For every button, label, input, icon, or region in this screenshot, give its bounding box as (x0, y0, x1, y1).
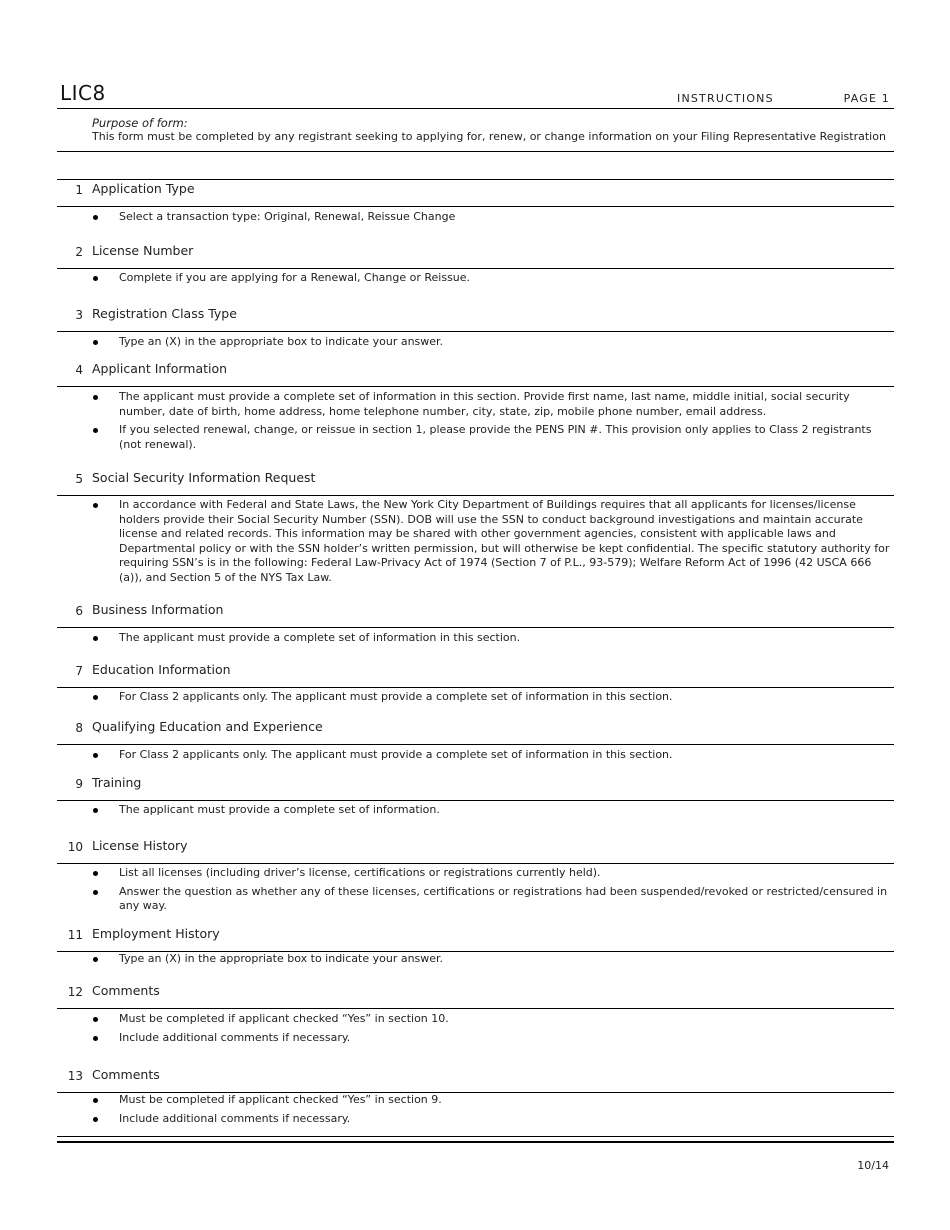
bullet-text: If you selected renewal, change, or reissue in section 1, please provide the PENS PIN #. This provision only applies to Class 2 registrants (not renewal). (119, 423, 872, 451)
section-title: Employment History (92, 926, 220, 941)
section-title: Comments (92, 1067, 160, 1082)
section-title: Applicant Information (92, 361, 228, 376)
header-title: INSTRUCTIONS (677, 92, 774, 105)
divider (57, 151, 894, 152)
bullet-icon (93, 1098, 98, 1103)
bullet-icon (93, 1117, 98, 1122)
bullet-text: The applicant must provide a complete set of information in this section. Provide first name, last name, middle initial, social security number, date of birth, home address, home telephone number, city, state, zip, mobile phone number, email address. (119, 390, 850, 418)
bullet-list (92, 498, 892, 590)
bullet-text: Complete if you are applying for a Renewal, Change or Reissue. (119, 271, 471, 284)
form-code: LIC8 (60, 81, 106, 105)
divider (57, 206, 894, 207)
bullet-list (92, 210, 892, 229)
bullet-text: For Class 2 applicants only. The applicant must provide a complete set of information in this section. (119, 690, 673, 703)
section-title: Business Information (92, 602, 224, 617)
bullet-list (92, 952, 892, 971)
bullet-text: Answer the question as whether any of these licenses, certifications or registrations had been suspended/revoked or restricted/censured in any way. (119, 884, 888, 913)
bullet-icon (93, 1036, 98, 1041)
list-item (92, 271, 892, 286)
list-item (92, 1093, 892, 1108)
list-item (92, 631, 892, 646)
bullet-text: Select a transaction type: Original, Renewal, Reissue Change (119, 210, 456, 223)
divider (57, 1136, 894, 1137)
bullet-list (92, 271, 892, 290)
section-number: 2 (75, 245, 83, 259)
section-number: 11 (67, 928, 83, 942)
divider (57, 331, 894, 332)
bullet-icon (93, 753, 98, 758)
list-item (92, 390, 892, 419)
bullet-icon (93, 636, 98, 641)
bullet-text: The applicant must provide a complete set of information in this section. (119, 631, 521, 644)
bullet-text: List all licenses (including driver’s license, certifications or registrations currently held). (119, 866, 601, 879)
section-number: 10 (67, 840, 83, 854)
section-number: 9 (75, 777, 83, 791)
list-item (92, 748, 892, 763)
bullet-list (92, 631, 892, 650)
section-title: Registration Class Type (92, 306, 237, 321)
section-title: Comments (92, 983, 160, 998)
bullet-list (92, 748, 892, 767)
page-header (57, 82, 894, 109)
purpose-label: Purpose of form: (92, 116, 188, 130)
bullet-icon (93, 276, 98, 281)
section-title: Social Security Information Request (92, 470, 316, 485)
bullet-list (92, 803, 892, 822)
section-number: 3 (75, 308, 83, 322)
section-title: License Number (92, 243, 194, 258)
list-item (92, 1012, 892, 1027)
bullet-text: Type an (X) in the appropriate box to indicate your answer. (119, 335, 444, 348)
page-label: PAGE 1 (843, 92, 890, 105)
section-title: Training (92, 775, 142, 790)
bullet-text: The applicant must provide a complete set of information. (119, 803, 440, 816)
list-item (92, 866, 892, 881)
bullet-icon (93, 428, 98, 433)
bullet-icon (93, 695, 98, 700)
divider (57, 268, 894, 269)
bullet-text: Include additional comments if necessary. (119, 1030, 351, 1044)
divider (57, 495, 894, 496)
divider (57, 627, 894, 628)
bullet-text: For Class 2 applicants only. The applicant must provide a complete set of information in this section. (119, 748, 673, 761)
section-title: Application Type (92, 181, 195, 196)
bullet-icon (93, 957, 98, 962)
bullet-text: Type an (X) in the appropriate box to indicate your answer. (119, 952, 444, 965)
bullet-list (92, 1012, 892, 1049)
bullet-list (92, 690, 892, 709)
list-item (92, 690, 892, 705)
section-number: 6 (75, 604, 83, 618)
bullet-text: Must be completed if applicant checked “Yes” in section 10. (119, 1012, 449, 1025)
divider (57, 687, 894, 688)
divider (57, 1008, 894, 1009)
list-item (92, 210, 892, 225)
divider (57, 863, 894, 864)
section-number: 13 (67, 1069, 83, 1083)
bullet-text: In accordance with Federal and State Laws, the New York City Department of Buildings requires that all applicants for licenses/license holders provide their Social Security Number (SSN). DOB will use the SSN to conduct background investigations and maintain accurate license and related records. This information may be shared with other government agencies, consistent with applicable laws and Departmental policy or with the SSN holder’s written permission, but will otherwise be kept confidential. The specific statutory authority for requiring SSN’s is in the following: Federal Law-Privacy Act of 1974 (Section 7 of P.L., 93-579); Welfare Reform Act of 1996 (42 USCA 666 (a)), and Section 5 of the NYS Tax Law. (119, 498, 890, 584)
list-item (92, 1031, 892, 1046)
bullet-icon (93, 871, 98, 876)
bullet-list (92, 866, 892, 918)
list-item (92, 498, 892, 586)
bullet-icon (93, 808, 98, 813)
bullet-icon (93, 890, 98, 895)
divider (57, 386, 894, 387)
list-item (92, 335, 892, 350)
divider (57, 800, 894, 801)
bullet-icon (93, 503, 98, 508)
list-item (92, 803, 892, 818)
list-item (92, 423, 892, 452)
section-title: Education Information (92, 662, 231, 677)
bullet-list (92, 1093, 892, 1130)
section-number: 1 (75, 183, 83, 197)
bullet-icon (93, 340, 98, 345)
bullet-icon (93, 395, 98, 400)
bullet-text: Must be completed if applicant checked “Yes” in section 9. (119, 1093, 442, 1106)
divider (57, 744, 894, 745)
purpose-text: This form must be completed by any registrant seeking to applying for, renew, or change information on your Filing Representative Registration (92, 130, 886, 143)
page-count: 10/14 (857, 1159, 889, 1172)
section-title: Qualifying Education and Experience (92, 719, 323, 734)
bullet-icon (93, 1017, 98, 1022)
section-title: License History (92, 838, 188, 853)
bullet-text: Include additional comments if necessary. (119, 1111, 351, 1125)
section-number: 7 (75, 664, 83, 678)
list-item (92, 952, 892, 967)
section-number: 12 (67, 985, 83, 999)
footer-divider (57, 1141, 894, 1143)
bullet-list (92, 335, 892, 354)
section-number: 5 (75, 472, 83, 486)
bullet-list (92, 390, 892, 456)
list-item (92, 885, 892, 914)
list-item (92, 1112, 892, 1127)
bullet-icon (93, 215, 98, 220)
section-number: 8 (75, 721, 83, 735)
divider (57, 179, 894, 180)
section-number: 4 (75, 363, 83, 377)
